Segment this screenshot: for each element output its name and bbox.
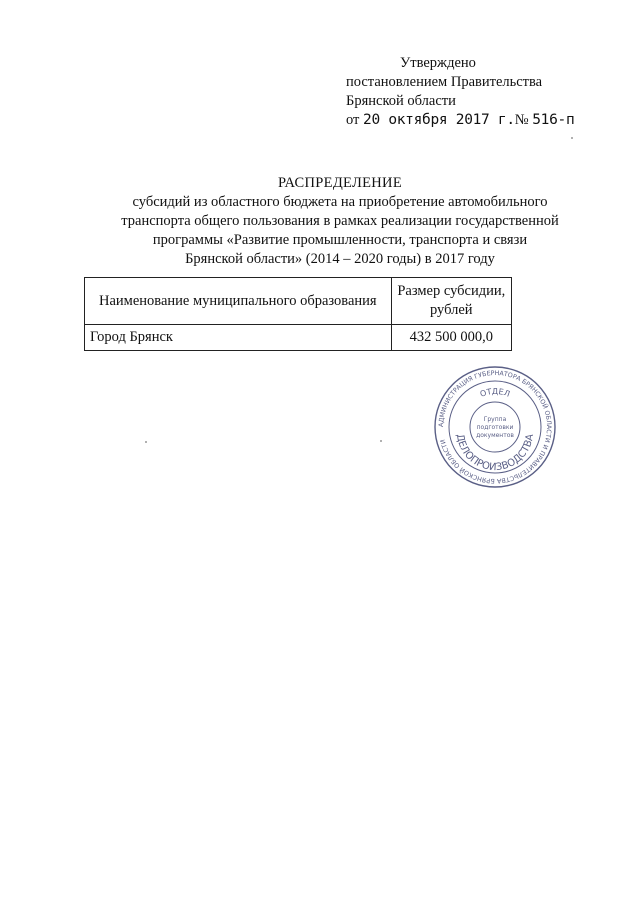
stamp-arc-main	[454, 433, 536, 473]
scan-speck	[380, 440, 382, 442]
header-subsidy-line1: Размер субсидии,	[397, 283, 506, 299]
stamp-arc-top	[479, 387, 511, 399]
stamp-ring-path: АДМИНИСТРАЦИЯ ГУБЕРНАТОРА БРЯНСКОЙ ОБЛАСТИ И ПРАВИТЕЛЬСТВА БРЯНСКОЙ ОБЛАСТИ	[437, 369, 553, 485]
distribution-table	[84, 277, 512, 351]
approval-date-prefix: от	[346, 112, 360, 128]
approval-title: Утверждено	[400, 55, 476, 71]
table-row	[85, 325, 512, 351]
approval-date-line	[346, 111, 586, 130]
approval-block	[346, 54, 586, 130]
cell-municipality-name: Город Брянск	[85, 325, 392, 351]
header-subsidy-line2: рублей	[430, 302, 473, 318]
approval-number-label: №	[514, 112, 529, 128]
approval-number: 516-п	[532, 112, 575, 128]
scan-speck	[145, 441, 147, 443]
title-line-3: программы «Развитие промышленности, транспорта и связи	[152, 232, 528, 248]
department-stamp	[432, 364, 558, 490]
stamp-center-line-3: документов	[476, 432, 514, 439]
stamp-arc-main-path: ДЕЛОПРОИЗВОДСТВА	[453, 433, 537, 474]
document-title	[60, 174, 620, 269]
scan-speck	[571, 137, 573, 139]
title-line-1: субсидий из областного бюджета на приобретение автомобильного	[132, 194, 548, 210]
table-header-row	[85, 278, 512, 325]
header-municipality: Наименование муниципального образования	[85, 278, 392, 325]
cell-subsidy-amount: 432 500 000,0	[391, 325, 511, 351]
approval-date: 20 октября 2017 г.	[363, 112, 515, 128]
stamp-arc-top-path: ОТДЕЛ	[478, 386, 512, 399]
title-line-4: Брянской области» (2014 – 2020 годы) в 2017 году	[185, 251, 495, 267]
stamp-center-line-1: Группа	[483, 416, 507, 423]
header-subsidy-amount	[391, 278, 511, 325]
approval-decree-line: постановлением Правительства	[346, 74, 543, 90]
stamp-center-line-2: подготовки	[476, 424, 514, 431]
approval-region-line: Брянской области	[346, 93, 456, 109]
title-line-2: транспорта общего пользования в рамках реализации государственной	[121, 213, 559, 229]
title-heading: РАСПРЕДЕЛЕНИЕ	[278, 175, 402, 191]
